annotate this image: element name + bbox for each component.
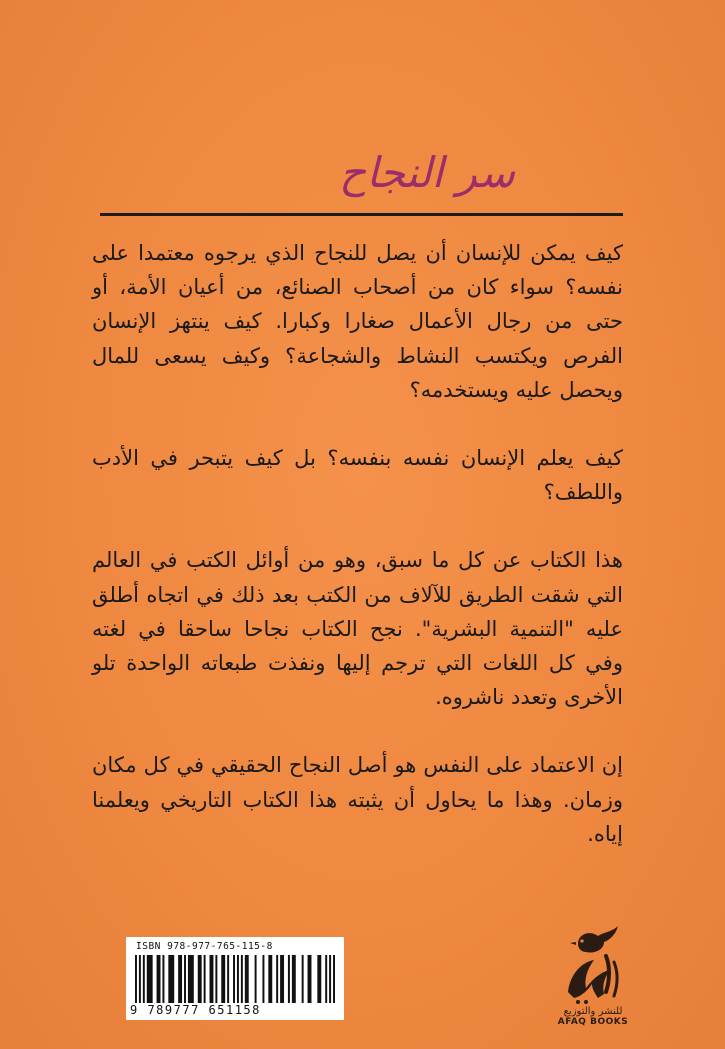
barcode-bar [178,955,182,1003]
barcode-bar [198,955,202,1003]
barcode-bar [292,955,296,1003]
publisher-name-en: AFAQ BOOKS [557,1017,629,1027]
barcode-bar [241,955,243,1003]
barcode-bar [262,955,264,1003]
barcode-bar [329,955,331,1003]
barcode-bar [255,955,257,1003]
barcode-bar [184,955,186,1003]
barcode-bar [143,955,145,1003]
barcode-bar [221,955,225,1003]
barcode-bar [157,955,161,1003]
barcode-bar [204,955,206,1003]
publisher-subtitle: للنشر والتوزيع [563,1006,623,1017]
isbn-label: ISBN 978-977-765-115-8 [136,941,273,952]
book-title: سر النجاح [339,148,515,197]
barcode-bar [308,955,312,1003]
barcode-bar [288,955,290,1003]
title-divider [100,213,623,216]
barcode-bar [215,955,217,1003]
blurb-paragraph-1: كيف يمكن للإنسان أن يصل للنجاح الذي يرجوه معتمدا على نفسه؟ سواء كان من أصحاب الصنائع، من أعيان الأمة، أو حتى من رجال الأعمال صغارا وكبارا. كيف ينتهز الإنسان الفرص ويكتسب النشاط والشجاعة؟ وكيف يسعى للمال ويحصل عليه ويستخدمه؟ [92,241,623,402]
barcode-bar [147,955,153,1003]
barcode-bar [325,955,327,1003]
barcode-bar [139,955,141,1003]
blurb-paragraph-3: هذا الكتاب عن كل ما سبق، وهو من أوائل الكتب في العالم التي شقت الطريق للآلاف من الكتب بعد ذلك في اتجاه أطلق عليه "التنمية البشرية". نجح الكتاب نجاحا ساحقا في لغته وفي كل اللغات التي ترجم إليها ونفذت طبعاته الواحدة تلو الأخرى وتعدد ناشروه. [92,548,623,710]
bird-logo-icon [548,922,638,1006]
blurb [92,236,623,885]
barcode-bar [162,955,164,1003]
barcode-bar [233,955,235,1003]
publisher-logo [548,922,638,1028]
barcode-bar [268,955,272,1003]
barcode-digits: 9 789777 651158 [130,1003,261,1017]
barcode-bar [280,955,284,1003]
barcode-bar [276,955,278,1003]
barcode-bar [188,955,194,1003]
barcode-bar [168,955,174,1003]
barcode-bar [210,955,214,1003]
barcode-bar [135,955,137,1003]
barcode-bar [317,955,321,1003]
isbn-barcode [126,937,344,1020]
barcode-bar [237,955,239,1003]
barcode-bar [227,955,229,1003]
barcode-bars [134,955,336,1003]
barcode-bar [302,955,304,1003]
blurb-paragraph-4: إن الاعتماد على النفس هو أصل النجاح الحقيقي في كل مكان وزمان. وهذا ما يحاول أن يثبته هذا الكتاب التاريخي ويعلمنا إياه. [92,753,623,846]
barcode-bar [333,955,335,1003]
barcode-bar [245,955,249,1003]
blurb-paragraph-2: كيف يعلم الإنسان نفسه بنفسه؟ بل كيف يتبحر في الأدب واللطف؟ [92,446,623,505]
